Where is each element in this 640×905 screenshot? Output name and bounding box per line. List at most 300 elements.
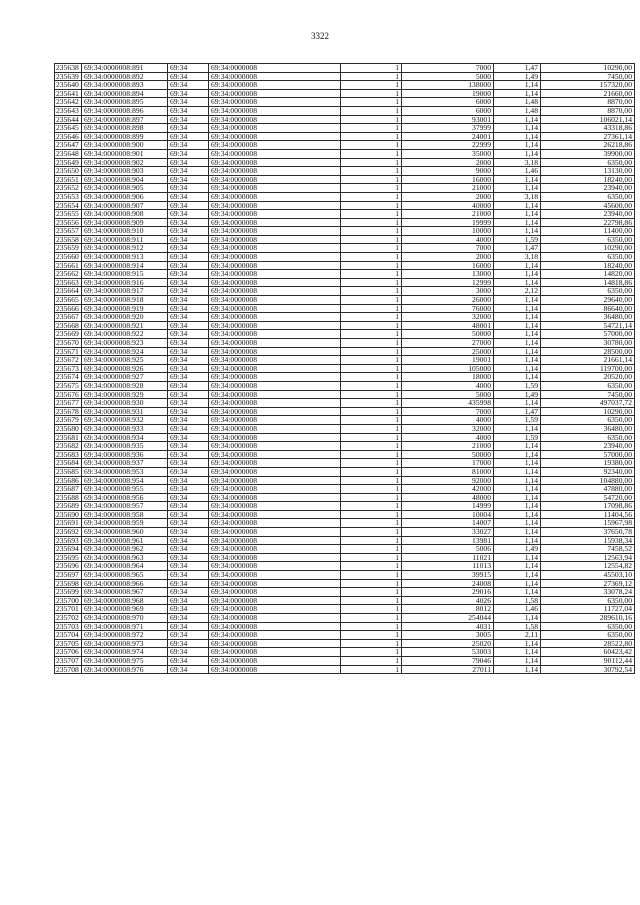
area-cell: 50000 — [402, 450, 494, 459]
table-row — [55, 596, 635, 605]
table-row — [55, 124, 635, 133]
value-cell: 45503,10 — [541, 571, 635, 580]
row-number-cell: 235665 — [55, 296, 82, 305]
area-cell: 7000 — [402, 64, 494, 73]
quarter-number-cell: 69:34:0000008 — [209, 519, 341, 528]
quarter-number-cell: 69:34:0000008 — [209, 304, 341, 313]
district-code-cell: 69:34 — [168, 553, 209, 562]
row-number-cell: 235702 — [55, 614, 82, 623]
value-cell: 6350,00 — [541, 235, 635, 244]
cadastral-number-cell: 69:34:0000008:934 — [82, 433, 168, 442]
coefficient-cell: 1,48 — [494, 106, 541, 115]
coefficient-cell: 1,47 — [494, 64, 541, 73]
coefficient-cell: 1,14 — [494, 364, 541, 373]
value-cell: 6350,00 — [541, 287, 635, 296]
cadastral-number-cell: 69:34:0000008:908 — [82, 210, 168, 219]
table-row — [55, 450, 635, 459]
count-cell: 1 — [341, 72, 402, 81]
district-code-cell: 69:34 — [168, 502, 209, 511]
count-cell: 1 — [341, 528, 402, 537]
area-cell: 105000 — [402, 364, 494, 373]
cadastral-number-cell: 69:34:0000008:956 — [82, 493, 168, 502]
quarter-number-cell: 69:34:0000008 — [209, 588, 341, 597]
coefficient-cell: 1,58 — [494, 622, 541, 631]
value-cell: 27361,14 — [541, 132, 635, 141]
value-cell: 15938,34 — [541, 536, 635, 545]
area-cell: 14999 — [402, 502, 494, 511]
area-cell: 79046 — [402, 656, 494, 665]
coefficient-cell: 1,46 — [494, 605, 541, 614]
count-cell: 1 — [341, 253, 402, 262]
quarter-number-cell: 69:34:0000008 — [209, 545, 341, 554]
coefficient-cell: 1,14 — [494, 467, 541, 476]
table-row — [55, 639, 635, 648]
district-code-cell: 69:34 — [168, 588, 209, 597]
table-row — [55, 373, 635, 382]
count-cell: 1 — [341, 218, 402, 227]
coefficient-cell: 1,59 — [494, 381, 541, 390]
area-cell: 33027 — [402, 528, 494, 537]
area-cell: 4000 — [402, 416, 494, 425]
area-cell: 92000 — [402, 476, 494, 485]
value-cell: 20520,00 — [541, 373, 635, 382]
district-code-cell: 69:34 — [168, 536, 209, 545]
district-code-cell: 69:34 — [168, 596, 209, 605]
table-row — [55, 416, 635, 425]
value-cell: 37650,78 — [541, 528, 635, 537]
count-cell: 1 — [341, 622, 402, 631]
district-code-cell: 69:34 — [168, 656, 209, 665]
row-number-cell: 235696 — [55, 562, 82, 571]
district-code-cell: 69:34 — [168, 192, 209, 201]
coefficient-cell: 1,14 — [494, 528, 541, 537]
table-row — [55, 588, 635, 597]
value-cell: 27369,12 — [541, 579, 635, 588]
count-cell: 1 — [341, 519, 402, 528]
value-cell: 18240,00 — [541, 261, 635, 270]
count-cell: 1 — [341, 399, 402, 408]
table-row — [55, 356, 635, 365]
count-cell: 1 — [341, 141, 402, 150]
quarter-number-cell: 69:34:0000008 — [209, 313, 341, 322]
district-code-cell: 69:34 — [168, 622, 209, 631]
quarter-number-cell: 69:34:0000008 — [209, 416, 341, 425]
quarter-number-cell: 69:34:0000008 — [209, 502, 341, 511]
table-row — [55, 89, 635, 98]
area-cell: 5000 — [402, 390, 494, 399]
table-row — [55, 192, 635, 201]
cadastral-number-cell: 69:34:0000008:921 — [82, 321, 168, 330]
coefficient-cell: 1,14 — [494, 510, 541, 519]
row-number-cell: 235689 — [55, 502, 82, 511]
count-cell: 1 — [341, 459, 402, 468]
row-number-cell: 235706 — [55, 648, 82, 657]
cadastral-number-cell: 69:34:0000008:966 — [82, 579, 168, 588]
area-cell: 29016 — [402, 588, 494, 597]
district-code-cell: 69:34 — [168, 390, 209, 399]
area-cell: 32000 — [402, 424, 494, 433]
row-number-cell: 235648 — [55, 149, 82, 158]
district-code-cell: 69:34 — [168, 373, 209, 382]
quarter-number-cell: 69:34:0000008 — [209, 167, 341, 176]
coefficient-cell: 1,14 — [494, 347, 541, 356]
district-code-cell: 69:34 — [168, 424, 209, 433]
count-cell: 1 — [341, 562, 402, 571]
district-code-cell: 69:34 — [168, 433, 209, 442]
area-cell: 254044 — [402, 614, 494, 623]
quarter-number-cell: 69:34:0000008 — [209, 64, 341, 73]
area-cell: 21000 — [402, 442, 494, 451]
area-cell: 35000 — [402, 149, 494, 158]
cadastral-number-cell: 69:34:0000008:892 — [82, 72, 168, 81]
count-cell: 1 — [341, 158, 402, 167]
district-code-cell: 69:34 — [168, 493, 209, 502]
cadastral-number-cell: 69:34:0000008:924 — [82, 347, 168, 356]
table-row — [55, 175, 635, 184]
value-cell: 39900,00 — [541, 149, 635, 158]
table-row — [55, 519, 635, 528]
table-row — [55, 339, 635, 348]
cadastral-number-cell: 69:34:0000008:923 — [82, 339, 168, 348]
count-cell: 1 — [341, 278, 402, 287]
coefficient-cell: 1,14 — [494, 261, 541, 270]
cadastral-number-cell: 69:34:0000008:894 — [82, 89, 168, 98]
count-cell: 1 — [341, 467, 402, 476]
table-row — [55, 381, 635, 390]
district-code-cell: 69:34 — [168, 278, 209, 287]
area-cell: 13000 — [402, 270, 494, 279]
value-cell: 7458,52 — [541, 545, 635, 554]
area-cell: 10000 — [402, 227, 494, 236]
count-cell: 1 — [341, 373, 402, 382]
area-cell: 19000 — [402, 89, 494, 98]
district-code-cell: 69:34 — [168, 244, 209, 253]
coefficient-cell: 1,14 — [494, 476, 541, 485]
row-number-cell: 235645 — [55, 124, 82, 133]
quarter-number-cell: 69:34:0000008 — [209, 579, 341, 588]
value-cell: 57000,00 — [541, 450, 635, 459]
value-cell: 11404,56 — [541, 510, 635, 519]
value-cell: 57000,00 — [541, 330, 635, 339]
value-cell: 21660,00 — [541, 89, 635, 98]
cadastral-number-cell: 69:34:0000008:968 — [82, 596, 168, 605]
district-code-cell: 69:34 — [168, 639, 209, 648]
district-code-cell: 69:34 — [168, 442, 209, 451]
count-cell: 1 — [341, 588, 402, 597]
value-cell: 23940,00 — [541, 210, 635, 219]
value-cell: 17098,86 — [541, 502, 635, 511]
row-number-cell: 235641 — [55, 89, 82, 98]
cadastral-number-cell: 69:34:0000008:962 — [82, 545, 168, 554]
count-cell: 1 — [341, 450, 402, 459]
table-row — [55, 502, 635, 511]
quarter-number-cell: 69:34:0000008 — [209, 476, 341, 485]
area-cell: 19999 — [402, 218, 494, 227]
coefficient-cell: 1,14 — [494, 459, 541, 468]
coefficient-cell: 3,18 — [494, 253, 541, 262]
quarter-number-cell: 69:34:0000008 — [209, 261, 341, 270]
quarter-number-cell: 69:34:0000008 — [209, 330, 341, 339]
district-code-cell: 69:34 — [168, 467, 209, 476]
cadastral-number-cell: 69:34:0000008:963 — [82, 553, 168, 562]
area-cell: 9000 — [402, 167, 494, 176]
value-cell: 106021,14 — [541, 115, 635, 124]
district-code-cell: 69:34 — [168, 347, 209, 356]
quarter-number-cell: 69:34:0000008 — [209, 467, 341, 476]
row-number-cell: 235666 — [55, 304, 82, 313]
quarter-number-cell: 69:34:0000008 — [209, 175, 341, 184]
cadastral-number-cell: 69:34:0000008:932 — [82, 416, 168, 425]
cadastral-number-cell: 69:34:0000008:898 — [82, 124, 168, 133]
quarter-number-cell: 69:34:0000008 — [209, 450, 341, 459]
row-number-cell: 235688 — [55, 493, 82, 502]
coefficient-cell: 1,14 — [494, 639, 541, 648]
table-row — [55, 132, 635, 141]
coefficient-cell: 1,14 — [494, 424, 541, 433]
quarter-number-cell: 69:34:0000008 — [209, 115, 341, 124]
count-cell: 1 — [341, 64, 402, 73]
coefficient-cell: 1,14 — [494, 175, 541, 184]
district-code-cell: 69:34 — [168, 296, 209, 305]
coefficient-cell: 1,14 — [494, 132, 541, 141]
value-cell: 11727,04 — [541, 605, 635, 614]
row-number-cell: 235654 — [55, 201, 82, 210]
district-code-cell: 69:34 — [168, 81, 209, 90]
count-cell: 1 — [341, 98, 402, 107]
cadastral-number-cell: 69:34:0000008:975 — [82, 656, 168, 665]
coefficient-cell: 1,59 — [494, 416, 541, 425]
row-number-cell: 235670 — [55, 339, 82, 348]
row-number-cell: 235651 — [55, 175, 82, 184]
count-cell: 1 — [341, 416, 402, 425]
row-number-cell: 235674 — [55, 373, 82, 382]
value-cell: 33078,24 — [541, 588, 635, 597]
table-row — [55, 253, 635, 262]
count-cell: 1 — [341, 192, 402, 201]
count-cell: 1 — [341, 510, 402, 519]
cadastral-number-cell: 69:34:0000008:970 — [82, 614, 168, 623]
row-number-cell: 235705 — [55, 639, 82, 648]
value-cell: 6350,00 — [541, 158, 635, 167]
row-number-cell: 235701 — [55, 605, 82, 614]
quarter-number-cell: 69:34:0000008 — [209, 399, 341, 408]
table-row — [55, 528, 635, 537]
district-code-cell: 69:34 — [168, 399, 209, 408]
table-row — [55, 536, 635, 545]
cadastral-number-cell: 69:34:0000008:899 — [82, 132, 168, 141]
value-cell: 60423,42 — [541, 648, 635, 657]
row-number-cell: 235708 — [55, 665, 82, 674]
row-number-cell: 235663 — [55, 278, 82, 287]
cadastral-number-cell: 69:34:0000008:922 — [82, 330, 168, 339]
table-row — [55, 614, 635, 623]
value-cell: 29640,00 — [541, 296, 635, 305]
cadastral-number-cell: 69:34:0000008:972 — [82, 631, 168, 640]
district-code-cell: 69:34 — [168, 562, 209, 571]
count-cell: 1 — [341, 175, 402, 184]
count-cell: 1 — [341, 184, 402, 193]
row-number-cell: 235690 — [55, 510, 82, 519]
cadastral-number-cell: 69:34:0000008:926 — [82, 364, 168, 373]
coefficient-cell: 1,47 — [494, 407, 541, 416]
row-number-cell: 235697 — [55, 571, 82, 580]
cadastral-number-cell: 69:34:0000008:909 — [82, 218, 168, 227]
row-number-cell: 235668 — [55, 321, 82, 330]
table-row — [55, 510, 635, 519]
quarter-number-cell: 69:34:0000008 — [209, 270, 341, 279]
coefficient-cell: 1,14 — [494, 278, 541, 287]
table-row — [55, 364, 635, 373]
count-cell: 1 — [341, 244, 402, 253]
table-row — [55, 605, 635, 614]
quarter-number-cell: 69:34:0000008 — [209, 296, 341, 305]
coefficient-cell: 1,14 — [494, 450, 541, 459]
table-body — [55, 64, 635, 674]
area-cell: 2000 — [402, 192, 494, 201]
cadastral-number-cell: 69:34:0000008:959 — [82, 519, 168, 528]
quarter-number-cell: 69:34:0000008 — [209, 132, 341, 141]
cadastral-number-cell: 69:34:0000008:897 — [82, 115, 168, 124]
value-cell: 6350,00 — [541, 253, 635, 262]
row-number-cell: 235699 — [55, 588, 82, 597]
quarter-number-cell: 69:34:0000008 — [209, 442, 341, 451]
quarter-number-cell: 69:34:0000008 — [209, 631, 341, 640]
quarter-number-cell: 69:34:0000008 — [209, 639, 341, 648]
row-number-cell: 235679 — [55, 416, 82, 425]
value-cell: 23940,00 — [541, 442, 635, 451]
cadastral-number-cell: 69:34:0000008:976 — [82, 665, 168, 674]
value-cell: 90112,44 — [541, 656, 635, 665]
coefficient-cell: 1,14 — [494, 313, 541, 322]
quarter-number-cell: 69:34:0000008 — [209, 493, 341, 502]
count-cell: 1 — [341, 605, 402, 614]
count-cell: 1 — [341, 424, 402, 433]
coefficient-cell: 1,48 — [494, 98, 541, 107]
district-code-cell: 69:34 — [168, 115, 209, 124]
row-number-cell: 235659 — [55, 244, 82, 253]
district-code-cell: 69:34 — [168, 304, 209, 313]
cadastral-number-cell: 69:34:0000008:935 — [82, 442, 168, 451]
table-row — [55, 622, 635, 631]
coefficient-cell: 1,14 — [494, 571, 541, 580]
count-cell: 1 — [341, 261, 402, 270]
count-cell: 1 — [341, 330, 402, 339]
count-cell: 1 — [341, 639, 402, 648]
quarter-number-cell: 69:34:0000008 — [209, 373, 341, 382]
value-cell: 10290,00 — [541, 244, 635, 253]
table-row — [55, 313, 635, 322]
area-cell: 2000 — [402, 253, 494, 262]
quarter-number-cell: 69:34:0000008 — [209, 244, 341, 253]
value-cell: 26218,86 — [541, 141, 635, 150]
table-row — [55, 476, 635, 485]
quarter-number-cell: 69:34:0000008 — [209, 536, 341, 545]
quarter-number-cell: 69:34:0000008 — [209, 184, 341, 193]
table-row — [55, 235, 635, 244]
value-cell: 6350,00 — [541, 192, 635, 201]
area-cell: 4000 — [402, 381, 494, 390]
area-cell: 48000 — [402, 493, 494, 502]
value-cell: 11400,00 — [541, 227, 635, 236]
quarter-number-cell: 69:34:0000008 — [209, 648, 341, 657]
value-cell: 19380,00 — [541, 459, 635, 468]
district-code-cell: 69:34 — [168, 201, 209, 210]
value-cell: 86640,00 — [541, 304, 635, 313]
district-code-cell: 69:34 — [168, 364, 209, 373]
row-number-cell: 235662 — [55, 270, 82, 279]
district-code-cell: 69:34 — [168, 519, 209, 528]
cadastral-number-cell: 69:34:0000008:929 — [82, 390, 168, 399]
count-cell: 1 — [341, 270, 402, 279]
count-cell: 1 — [341, 485, 402, 494]
area-cell: 12999 — [402, 278, 494, 287]
count-cell: 1 — [341, 347, 402, 356]
coefficient-cell: 1,14 — [494, 588, 541, 597]
row-number-cell: 235680 — [55, 424, 82, 433]
coefficient-cell: 1,49 — [494, 545, 541, 554]
value-cell: 6350,00 — [541, 631, 635, 640]
count-cell: 1 — [341, 579, 402, 588]
cadastral-number-cell: 69:34:0000008:954 — [82, 476, 168, 485]
cadastral-number-cell: 69:34:0000008:918 — [82, 296, 168, 305]
cadastral-number-cell: 69:34:0000008:953 — [82, 467, 168, 476]
cadastral-number-cell: 69:34:0000008:928 — [82, 381, 168, 390]
quarter-number-cell: 69:34:0000008 — [209, 287, 341, 296]
row-number-cell: 235686 — [55, 476, 82, 485]
value-cell: 30792,54 — [541, 665, 635, 674]
quarter-number-cell: 69:34:0000008 — [209, 278, 341, 287]
count-cell: 1 — [341, 210, 402, 219]
cadastral-number-cell: 69:34:0000008:965 — [82, 571, 168, 580]
cadastral-number-cell: 69:34:0000008:913 — [82, 253, 168, 262]
coefficient-cell: 1,14 — [494, 81, 541, 90]
row-number-cell: 235675 — [55, 381, 82, 390]
coefficient-cell: 1,14 — [494, 296, 541, 305]
quarter-number-cell: 69:34:0000008 — [209, 665, 341, 674]
area-cell: 5006 — [402, 545, 494, 554]
count-cell: 1 — [341, 227, 402, 236]
district-code-cell: 69:34 — [168, 175, 209, 184]
quarter-number-cell: 69:34:0000008 — [209, 339, 341, 348]
value-cell: 13130,00 — [541, 167, 635, 176]
count-cell: 1 — [341, 149, 402, 158]
district-code-cell: 69:34 — [168, 106, 209, 115]
coefficient-cell: 3,18 — [494, 192, 541, 201]
district-code-cell: 69:34 — [168, 89, 209, 98]
cadastral-number-cell: 69:34:0000008:915 — [82, 270, 168, 279]
cadastral-number-cell: 69:34:0000008:907 — [82, 201, 168, 210]
cadastral-number-cell: 69:34:0000008:927 — [82, 373, 168, 382]
cadastral-number-cell: 69:34:0000008:895 — [82, 98, 168, 107]
quarter-number-cell: 69:34:0000008 — [209, 459, 341, 468]
coefficient-cell: 1,14 — [494, 519, 541, 528]
district-code-cell: 69:34 — [168, 571, 209, 580]
row-number-cell: 235671 — [55, 347, 82, 356]
cadastral-number-cell: 69:34:0000008:925 — [82, 356, 168, 365]
quarter-number-cell: 69:34:0000008 — [209, 622, 341, 631]
quarter-number-cell: 69:34:0000008 — [209, 381, 341, 390]
area-cell: 435998 — [402, 399, 494, 408]
coefficient-cell: 1,59 — [494, 433, 541, 442]
count-cell: 1 — [341, 321, 402, 330]
value-cell: 36480,00 — [541, 313, 635, 322]
area-cell: 25000 — [402, 347, 494, 356]
coefficient-cell: 1,14 — [494, 502, 541, 511]
area-cell: 4026 — [402, 596, 494, 605]
table-row — [55, 562, 635, 571]
cadastral-number-cell: 69:34:0000008:964 — [82, 562, 168, 571]
count-cell: 1 — [341, 115, 402, 124]
